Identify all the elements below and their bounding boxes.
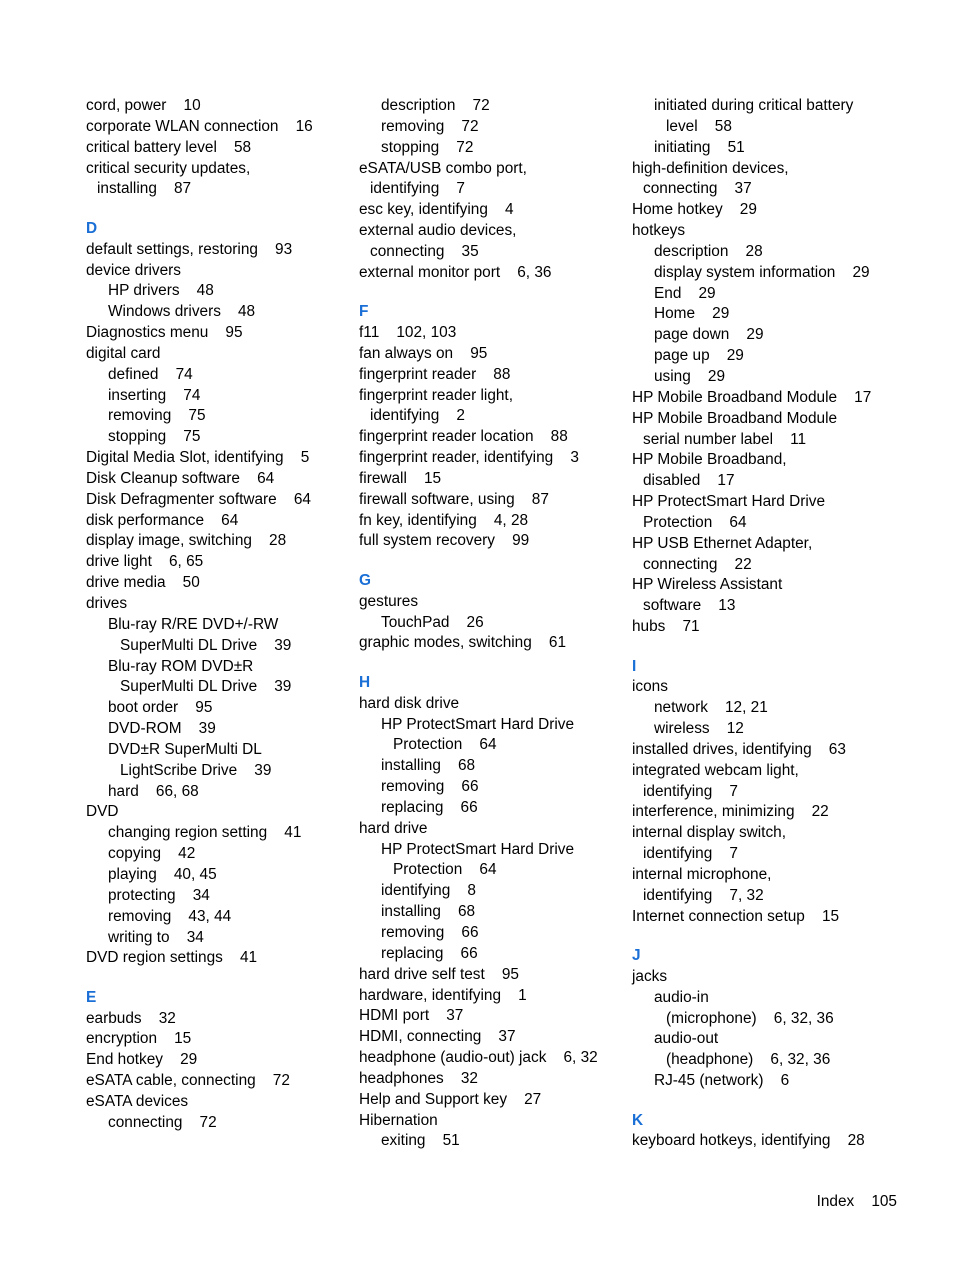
index-entry: (headphone) 6, 32, 36 (666, 1051, 831, 1069)
index-entry: eSATA cable, connecting 72 (86, 1072, 290, 1090)
index-entry: Windows drivers 48 (108, 303, 256, 321)
index-entry: DVD region settings 41 (86, 949, 258, 967)
index-entry: fingerprint reader light, (359, 386, 513, 404)
index-entry: identifying 2 (370, 407, 465, 425)
index-entry: hard drive (359, 819, 428, 837)
section-letter: E (86, 988, 97, 1006)
index-entry: HP Mobile Broadband Module 17 (632, 388, 872, 406)
index-entry: eSATA devices (86, 1093, 189, 1110)
index-entry: external monitor port 6, 36 (359, 263, 552, 281)
index-entry: internal microphone, (632, 865, 772, 883)
index-entry: digital card (86, 344, 161, 362)
index-entry: software 13 (643, 597, 736, 615)
index-entry: drive media 50 (86, 574, 200, 592)
index-entry: hubs 71 (632, 618, 700, 636)
index-entry: installed drives, identifying 63 (632, 740, 846, 758)
index-entry: DVD (86, 803, 119, 821)
index-entry: inserting 74 (108, 386, 201, 404)
index-entry: Disk Defragmenter software 64 (86, 490, 311, 508)
index-entry: cord, power 10 (86, 97, 201, 114)
index-entry: headphone (audio-out) jack 6, 32 (359, 1049, 598, 1067)
index-entry: Diagnostics menu 95 (86, 324, 243, 342)
index-entry: audio-out (654, 1030, 719, 1048)
index-entry: disabled 17 (643, 472, 735, 490)
index-entry: removing 66 (381, 778, 479, 796)
index-entry: fingerprint reader location 88 (359, 428, 568, 446)
index-entry: HP ProtectSmart Hard Drive (381, 715, 575, 733)
section-letter: K (632, 1111, 644, 1129)
index-entry: RJ-45 (network) 6 (654, 1072, 790, 1090)
index-entry: critical battery level 58 (86, 138, 252, 156)
index-entry: SuperMulti DL Drive 39 (120, 678, 292, 696)
index-entry: keyboard hotkeys, identifying 28 (632, 1132, 865, 1150)
index-entry: wireless 12 (654, 720, 744, 738)
section-letter: I (632, 657, 637, 675)
index-entry: Disk Cleanup software 64 (86, 469, 275, 487)
index-entry: disk performance 64 (86, 511, 239, 529)
index-entry: SuperMulti DL Drive 39 (120, 636, 292, 654)
index-entry: Hibernation (359, 1111, 438, 1129)
index-entry: description 72 (381, 97, 490, 114)
index-entry: full system recovery 99 (359, 532, 530, 550)
index-entry: device drivers (86, 261, 181, 279)
index-entry: stopping 72 (381, 138, 474, 156)
index-entry: using 29 (654, 367, 726, 385)
index-entry: Help and Support key 27 (359, 1090, 542, 1108)
section-letter: G (359, 571, 371, 589)
index-entry: identifying 7 (370, 180, 465, 198)
index-entry: TouchPad 26 (381, 613, 484, 631)
index-entry: LightScribe Drive 39 (120, 761, 272, 779)
index-entry: gestures (359, 592, 419, 610)
index-entry: HP drivers 48 (108, 282, 214, 300)
index-entry: HDMI port 37 (359, 1007, 464, 1025)
index-entry: fn key, identifying 4, 28 (359, 511, 529, 529)
index-entry: writing to 34 (108, 928, 204, 946)
index-entry: Home 29 (654, 305, 730, 323)
index-entry: protecting 34 (108, 886, 210, 904)
index-entry: firewall software, using 87 (359, 490, 549, 508)
index-entry: Protection 64 (643, 513, 747, 531)
index-entry: Blu-ray R/RE DVD+/-RW (108, 615, 279, 633)
index-entry: icons (632, 678, 668, 696)
index-entry: DVD-ROM 39 (108, 720, 216, 738)
index-entry: HP Mobile Broadband, (632, 451, 787, 469)
index-entry: corporate WLAN connection 16 (86, 117, 313, 135)
page-footer: Index 105 (816, 1193, 897, 1210)
index-entry: initiating 51 (654, 138, 745, 156)
index-entry: copying 42 (108, 845, 196, 863)
section-letter: J (632, 947, 641, 965)
index-entry: replacing 66 (381, 944, 478, 962)
index-entry: Internet connection setup 15 (632, 907, 840, 925)
index-entry: Home hotkey 29 (632, 201, 757, 219)
index-entry: audio-in (654, 988, 709, 1006)
index-entry: Protection 64 (393, 736, 497, 754)
index-entry: DVD±R SuperMulti DL (108, 740, 262, 758)
index-column-3 (632, 96, 902, 1152)
index-entry: stopping 75 (108, 428, 201, 446)
index-entry: serial number label 11 (643, 430, 807, 448)
index-entry: network 12, 21 (654, 699, 768, 717)
index-entry: eSATA/USB combo port, (359, 159, 527, 177)
index-entry: headphones 32 (359, 1069, 478, 1087)
index-entry: End 29 (654, 284, 716, 302)
index-entry: fingerprint reader 88 (359, 365, 511, 383)
index-entry: boot order 95 (108, 699, 213, 717)
index-entry: connecting 72 (108, 1113, 217, 1131)
index-entry: critical security updates, (86, 159, 251, 177)
index-entry: fan always on 95 (359, 344, 488, 362)
index-entry: changing region setting 41 (108, 824, 302, 842)
section-letter: H (359, 673, 371, 691)
index-entry: description 28 (654, 242, 763, 260)
index-entry: fingerprint reader, identifying 3 (359, 449, 579, 467)
index-entry: hard 66, 68 (108, 782, 199, 800)
index-column-1 (86, 96, 348, 1134)
index-entry: earbuds 32 (86, 1009, 176, 1027)
index-entry: installing 68 (381, 757, 476, 775)
index-entry: Digital Media Slot, identifying 5 (86, 449, 310, 467)
index-entry: identifying 7 (643, 845, 738, 863)
index-entry: (microphone) 6, 32, 36 (666, 1009, 834, 1027)
index-entry: page up 29 (654, 347, 744, 365)
index-entry: removing 75 (108, 407, 206, 425)
index-entry: removing 72 (381, 117, 479, 135)
index-entry: HP ProtectSmart Hard Drive (632, 493, 826, 511)
index-entry: drives (86, 595, 128, 612)
index-column-2 (359, 96, 621, 1152)
index-entry: connecting 22 (643, 555, 752, 573)
index-entry: external audio devices, (359, 222, 517, 240)
index-entry: page down 29 (654, 326, 764, 344)
index-entry: HDMI, connecting 37 (359, 1028, 516, 1046)
index-entry: integrated webcam light, (632, 761, 799, 779)
index-entry: removing 66 (381, 924, 479, 941)
index-entry: hardware, identifying 1 (359, 986, 527, 1004)
index-entry: installing 87 (97, 180, 192, 198)
index-entry: graphic modes, switching 61 (359, 634, 567, 652)
index-entry: connecting 35 (370, 242, 479, 260)
index-entry: exiting 51 (381, 1132, 460, 1150)
index-entry: f11 102, 103 (359, 324, 457, 342)
index-entry: interference, minimizing 22 (632, 803, 829, 821)
index-entry: jacks (632, 967, 668, 985)
section-letter: D (86, 219, 98, 237)
index-entry: drive light 6, 65 (86, 553, 204, 571)
index-entry: HP USB Ethernet Adapter, (632, 534, 813, 552)
index-entry: hotkeys (632, 222, 686, 240)
index-entry: identifying 7 (643, 782, 738, 800)
index-entry: identifying 8 (381, 882, 476, 900)
index-entry: hard disk drive (359, 694, 460, 712)
index-entry: Blu-ray ROM DVD±R (108, 657, 254, 675)
index-entry: HP Wireless Assistant (632, 576, 783, 594)
index-entry: display system information 29 (654, 263, 870, 281)
section-letter: F (359, 303, 369, 321)
index-entry: firewall 15 (359, 469, 442, 487)
index-entry: playing 40, 45 (108, 865, 217, 883)
index-entry: removing 43, 44 (108, 907, 232, 925)
index-entry: defined 74 (108, 365, 193, 383)
index-entry: display image, switching 28 (86, 532, 287, 550)
index-entry: installing 68 (381, 903, 476, 921)
index-entry: high-definition devices, (632, 159, 789, 177)
index-entry: End hotkey 29 (86, 1051, 198, 1069)
index-entry: encryption 15 (86, 1030, 192, 1048)
index-entry: connecting 37 (643, 180, 752, 198)
index-entry: identifying 7, 32 (643, 886, 764, 904)
index-entry: internal display switch, (632, 824, 786, 842)
index-entry: Protection 64 (393, 861, 497, 879)
index-entry: replacing 66 (381, 798, 478, 816)
index-entry: HP ProtectSmart Hard Drive (381, 840, 575, 858)
index-entry: level 58 (666, 117, 732, 135)
index-entry: esc key, identifying 4 (359, 201, 514, 219)
index-entry: initiated during critical battery (654, 97, 854, 114)
index-entry: default settings, restoring 93 (86, 240, 293, 258)
index-entry: HP Mobile Broadband Module (632, 409, 838, 427)
index-entry: hard drive self test 95 (359, 965, 519, 983)
